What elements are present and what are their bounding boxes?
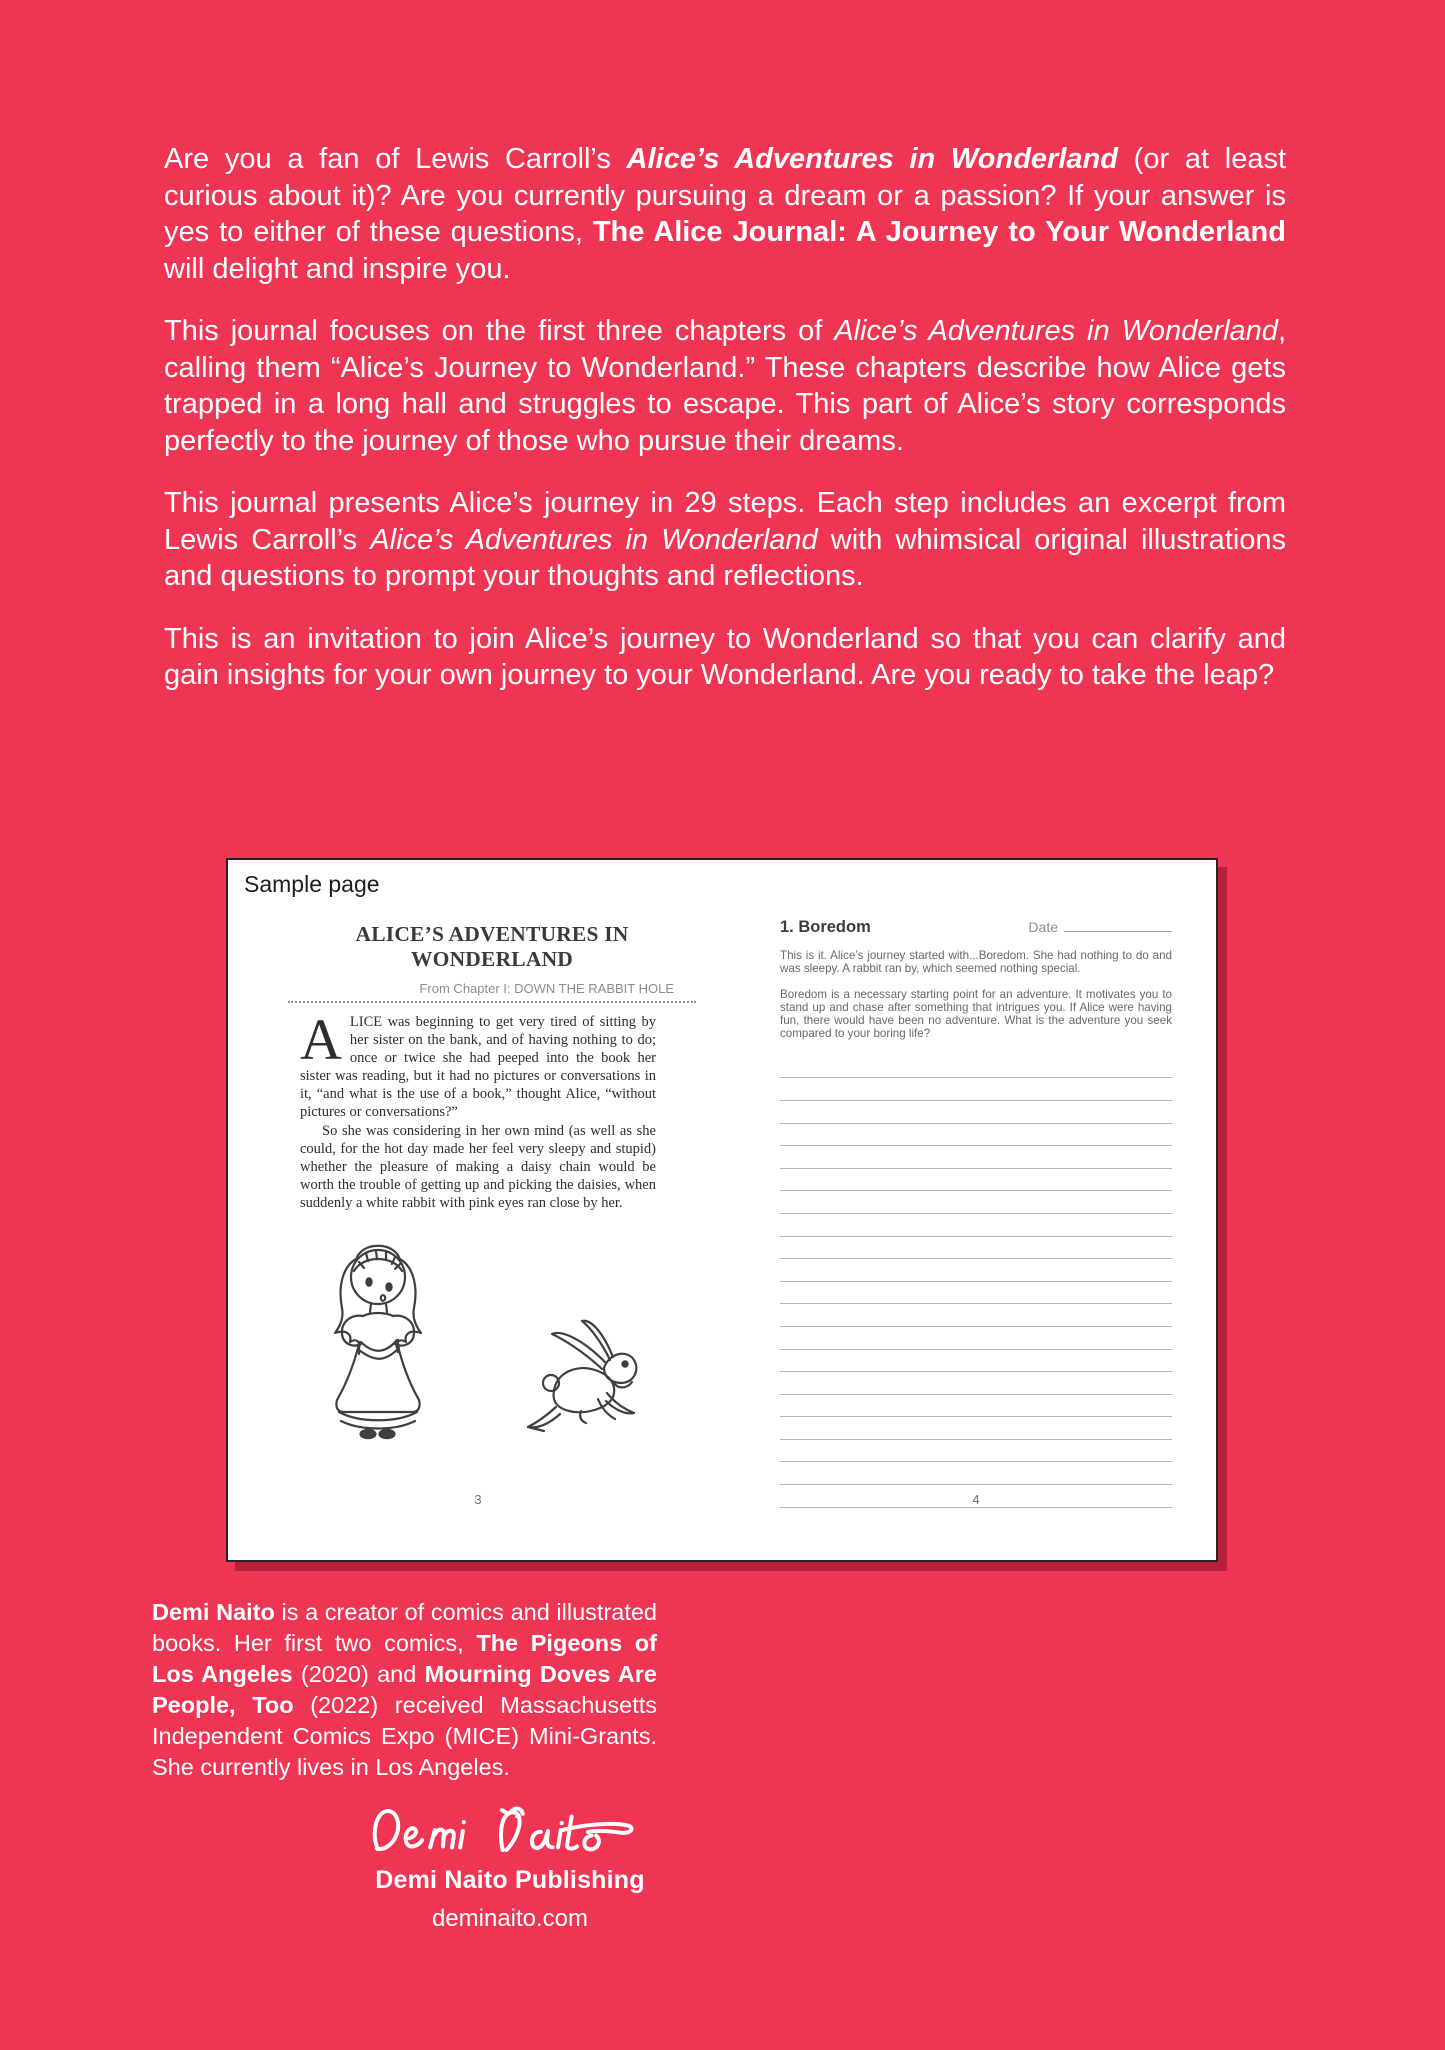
text-segment: The Alice Journal: A Journey to Your Wonderland <box>592 216 1286 248</box>
text-segment: Alice’s Adventures in Wonderland <box>626 143 1118 175</box>
book-title: ALICE’S ADVENTURES IN WONDERLAND <box>355 922 629 971</box>
text-segment: (or at least curious about it)? Are you currently pursuing a dream or a passion? If your answer is yes to either of these questions, <box>164 143 1287 248</box>
text-segment: is a creator of comics and illustrated books. Her first two comics, <box>152 1599 657 1656</box>
text-segment: (2020) and <box>292 1661 425 1687</box>
ruled-line <box>780 1282 1172 1305</box>
date-field <box>1028 919 1172 935</box>
prompt-paragraph-1: This is it. Alice’s journey started with...Boredom. She had nothing to do and was sleepy. A rabbit ran by, which seemed nothing special. <box>780 949 1172 976</box>
ruled-line <box>780 1440 1172 1463</box>
intro-paragraph-4 <box>164 621 1286 694</box>
intro-paragraph-3 <box>164 485 1286 595</box>
alice-girl-illustration <box>335 1246 421 1438</box>
ruled-line <box>780 1304 1172 1327</box>
ruled-line <box>780 1259 1172 1282</box>
ruled-line <box>780 1214 1172 1237</box>
ruled-line <box>780 1056 1172 1079</box>
excerpt-paragraph-1 <box>300 1007 656 1121</box>
ruled-line <box>780 1327 1172 1350</box>
step-heading: 1. Boredom <box>780 918 871 936</box>
text-segment: The Pigeons of Los Angeles <box>152 1630 657 1687</box>
drop-cap: A <box>300 1007 342 1072</box>
text-segment: This journal focuses on the first three chapters of <box>164 315 835 347</box>
text-segment: (2022) received Massachusetts Independent Comics Expo (MICE) Mini-Grants. She currently lives in Los Angeles. <box>152 1692 657 1780</box>
sample-page-card <box>226 858 1218 1562</box>
alice-and-rabbit-illustration <box>323 1230 653 1444</box>
ruled-line <box>780 1191 1172 1214</box>
journal-entry-header <box>780 918 1172 937</box>
chapter-subtitle: From Chapter I: DOWN THE RABBIT HOLE <box>419 981 674 996</box>
publisher-name: Demi Naito Publishing <box>375 1866 645 1894</box>
ruled-line <box>780 1237 1172 1260</box>
ruled-line <box>780 1350 1172 1373</box>
ruled-line <box>780 1372 1172 1395</box>
date-blank-line <box>1064 931 1172 932</box>
text-segment: Mourning Doves Are People, Too <box>152 1661 657 1718</box>
ruled-line <box>780 1146 1172 1169</box>
text-segment: Alice’s Adventures in Wonderland <box>834 315 1278 347</box>
text-segment: This journal presents Alice’s journey in 29 steps. Each step includes an excerpt from Lewis Carroll’s <box>164 487 1286 556</box>
sample-page-label: Sample page <box>244 871 380 897</box>
date-label: Date <box>1028 919 1058 935</box>
intro-copy <box>164 141 1286 720</box>
text-segment: Are you a fan of Lewis Carroll’s <box>164 143 627 175</box>
page-number-left: 3 <box>474 1492 482 1507</box>
website-url: deminaito.com <box>431 1905 589 1932</box>
text-segment: , calling them “Alice’s Journey to Wonderland.” These chapters describe how Alice gets trapped in a long hall and struggles to escape. This part of Alice’s story corresponds perfectly to the journey of those who pursue their dreams. <box>164 315 1286 457</box>
white-rabbit-illustration <box>528 1321 636 1431</box>
excerpt-paragraph-2: So she was considering in her own mind (as well as she could, for the hot day made her feel very sleepy and stupid) whether the pleasure of making a daisy chain would be worth the trouble of getting up and picking the daisies, when suddenly a white rabbit with pink eyes ran close by her. <box>300 1123 656 1211</box>
intro-paragraph-1 <box>164 141 1286 287</box>
dotted-divider <box>288 1001 696 1003</box>
journal-left-page <box>288 922 696 1212</box>
text-segment: with whimsical original illustrations and questions to prompt your thoughts and reflections. <box>164 523 1287 592</box>
intro-paragraph-2 <box>164 313 1286 459</box>
journal-right-page <box>780 918 1172 1508</box>
ruled-line <box>780 1101 1172 1124</box>
text-segment: This is an invitation to join Alice’s journey to Wonderland so that you can clarify and gain insights for your own journey to your Wonderland. Are you ready to take the leap? <box>164 622 1286 691</box>
text-segment: Demi Naito <box>152 1599 275 1625</box>
ruled-line <box>780 1078 1172 1101</box>
ruled-line <box>780 1462 1172 1485</box>
writing-lines <box>780 1056 1172 1508</box>
ruled-line <box>780 1124 1172 1147</box>
text-segment: Alice’s Adventures in Wonderland <box>370 523 818 556</box>
excerpt-text-1: LICE was beginning to get very tired of sitting by her sister on the bank, and of having nothing to do; once or twice she had peeped into the book her sister was reading, but it had no pictures or conversations in it, “and what is the use of a book,” thought Alice, “without pictures or conversations?” <box>300 1014 656 1120</box>
page-number-right: 4 <box>972 1492 980 1507</box>
ruled-line <box>780 1169 1172 1192</box>
text-segment: will delight and inspire you. <box>164 252 511 285</box>
ruled-line <box>780 1395 1172 1418</box>
demi-naito-signature-logo <box>352 1802 668 1860</box>
prompt-paragraph-2: Boredom is a necessary starting point for an adventure. It motivates you to stand up and chase after something that intrigues you. If Alice were having fun, there would have been no adventure. What is the adventure you seek compared to your boring life? <box>780 987 1172 1041</box>
ruled-line <box>780 1417 1172 1440</box>
author-bio <box>152 1597 657 1783</box>
